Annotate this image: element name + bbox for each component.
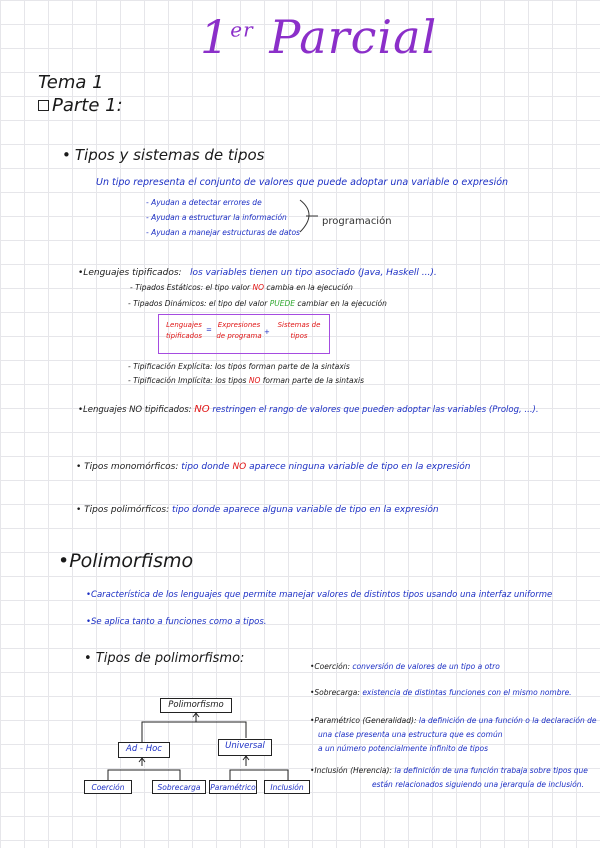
formula-right2: tipos <box>290 332 308 340</box>
polimorficos-label: • Tipos polimórficos: <box>76 505 170 515</box>
tipificados-desc: los variables tienen un tipo asociado (Java, Haskell ...). <box>190 268 437 278</box>
monomorficos-post: aparece ninguna variable de tipo en la expresión <box>249 462 471 472</box>
title-sup: er <box>230 17 254 42</box>
diagram-node-coercion: Coerción <box>84 780 132 794</box>
diagram-node-universal: Universal <box>218 739 272 756</box>
diagram-node-parametrico: Paramétrico <box>209 780 257 794</box>
estaticos-post: cambia en la ejecución <box>266 283 353 292</box>
explicita-line: - Tipificación Explícita: los tipos forman parte de la sintaxis <box>128 362 350 371</box>
dinamicos-post: cambiar en la ejecución <box>297 299 387 308</box>
dinamicos-puede: PUEDE <box>269 299 296 308</box>
title-prefix: 1 <box>200 10 231 64</box>
def-parametrico-l1: la definición de una función o la declaración de <box>418 716 597 725</box>
formula-eq: = <box>206 326 212 334</box>
implicita-post: forman parte de la sintaxis <box>262 376 365 385</box>
formula-mid1: Expresiones <box>217 321 261 329</box>
def-parametrico-l3: a un número potencialmente infinito de tipos <box>318 744 488 753</box>
estaticos-pre: - Tipados Estáticos: el tipo valor <box>130 283 251 292</box>
def-inclusion-l2: están relacionados siguiendo una jerarquía de inclusión. <box>372 780 584 789</box>
polimorfismo-caracteristica: •Característica de los lenguajes que permite manejar valores de distintos tipos usando una interfaz uniforme <box>86 590 553 600</box>
polimorficos-desc: tipo donde aparece alguna variable de tipo en la expresión <box>172 505 439 515</box>
monomorficos-pre: tipo donde <box>181 462 230 472</box>
title-main: Parcial <box>269 10 438 64</box>
polimorfismo-heading: •Polimorfismo <box>58 550 194 572</box>
no-tipificados-desc: restringen el rango de valores que pueden adoptar las variables (Prolog, ...). <box>212 405 539 415</box>
def-coercion-desc: conversión de valores de un tipo a otro <box>352 662 500 671</box>
formula-right1: Sistemas de <box>277 321 321 329</box>
programacion-label: programación <box>322 216 392 227</box>
help-item: - Ayudan a detectar errores de <box>146 198 262 207</box>
tipos-polimorfismo-heading: • Tipos de polimorfismo: <box>84 651 245 666</box>
diagram-node-root: Polimorfismo <box>160 698 232 713</box>
polimorfismo-aplica: •Se aplica tanto a funciones como a tipos. <box>86 617 267 627</box>
diagram-node-inclusion: Inclusión <box>264 780 310 794</box>
tema-label: Tema 1 <box>38 72 104 93</box>
implicita-pre: - Tipificación Implícita: los tipos <box>128 376 247 385</box>
help-item: - Ayudan a estructurar la información <box>146 213 287 222</box>
tipo-definition: Un tipo representa el conjunto de valores que puede adoptar una variable o expresión <box>96 177 509 188</box>
help-item: - Ayudan a manejar estructuras de datos <box>146 228 300 237</box>
def-parametrico-l2: una clase presenta una estructura que es común <box>318 730 503 739</box>
def-sobrecarga-label: •Sobrecarga: <box>310 688 360 697</box>
parte-label: Parte 1: <box>52 95 123 116</box>
diagram-node-adhoc: Ad - Hoc <box>118 742 170 758</box>
monomorficos-label: • Tipos monomórficos: <box>76 462 179 472</box>
formula-left2: tipificados <box>165 332 203 340</box>
dinamicos-pre: - Tipados Dinámicos: el tipo del valor <box>128 299 268 308</box>
monomorficos-no: NO <box>232 462 247 472</box>
implicita-no: NO <box>248 376 261 385</box>
no-tipificados-label: •Lenguajes NO tipificados: <box>78 405 192 415</box>
estaticos-no: NO <box>252 283 265 292</box>
tipos-heading: • Tipos y sistemas de tipos <box>62 146 265 164</box>
formula-mid2: de programa <box>216 332 262 340</box>
diagram-node-sobrecarga: Sobrecarga <box>152 780 206 794</box>
tipificados-label: •Lenguajes tipificados: <box>78 268 182 278</box>
formula-plus: + <box>264 328 270 336</box>
no-tipificados-no: NO <box>194 404 210 415</box>
formula-left1: Lenguajes <box>166 321 202 329</box>
def-coercion-label: •Coerción: <box>310 662 351 671</box>
def-inclusion-l1: la definición de una función trabaja sobre tipos que <box>394 766 588 775</box>
def-parametrico-label: •Paramétrico (Generalidad): <box>310 716 417 725</box>
def-sobrecarga-desc: existencia de distintas funciones con el mismo nombre. <box>362 688 572 697</box>
def-inclusion-label: •Inclusión (Herencia): <box>310 766 392 775</box>
